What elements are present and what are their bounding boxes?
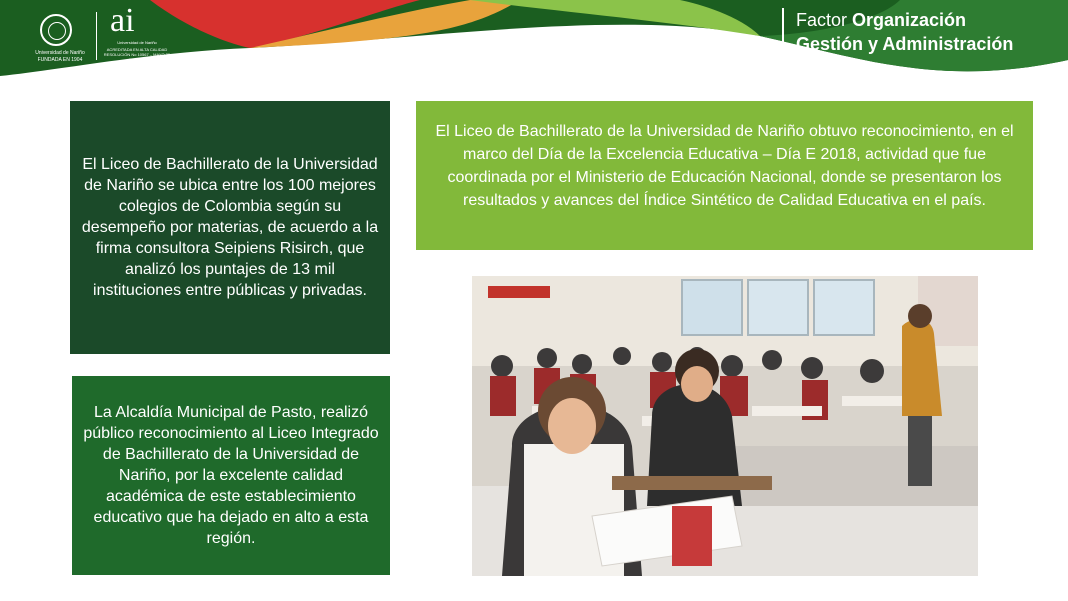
recognition-text: El Liceo de Bachillerato de la Universidad de Nariño obtuvo reconocimiento, en el marco del Día de la Excelencia Educativa – Día E 2018, actividad que fue coordinada por el Ministerio de Educación Nacional, donde se presentaron los resultados y avances del Índice Sintético de Calidad Educativa en el país. <box>435 123 1014 209</box>
recognition-info-box <box>416 101 1033 250</box>
factor-name: Organización <box>852 10 967 30</box>
classroom-illustration <box>472 276 978 576</box>
classroom-photo <box>472 276 978 576</box>
university-seal-icon <box>40 14 72 46</box>
ai-subtitle: Universidad de Nariño <box>117 40 157 45</box>
factor-title <box>782 8 1013 56</box>
ai-accreditation-logo: ai <box>110 2 135 39</box>
ranking-info-box <box>70 101 390 354</box>
alcaldia-info-box <box>72 376 390 575</box>
ranking-text: El Liceo de Bachillerato de la Universidad de Nariño se ubica entre los 100 mejores colegios de Colombia según su desempeño por materias, de acuerdo a la firma consultora Seipiens Risirch, que analizó los puntajes de 13 mil instituciones entre públicas y privadas. <box>81 156 379 299</box>
university-founded: FUNDADA EN 1904 <box>37 57 83 63</box>
university-name: Universidad de Nariño <box>35 50 85 56</box>
header-banner <box>0 0 1068 90</box>
factor-prefix: Factor <box>796 10 848 30</box>
university-logo <box>30 2 171 65</box>
ai-accreditation-text: ACREDITADA EN ALTA CALIDAD RESOLUCIÓN No 10567 – MAYO 25 DE 2017 <box>103 47 171 62</box>
alcaldia-text: La Alcaldía Municipal de Pasto, realizó público reconocimiento al Liceo Integrado de Bachillerato de la Universidad de Nariño, por la excelente calidad académica de este establecimiento educativo que ha dejado en alto a esta región. <box>83 404 379 547</box>
logo-divider <box>96 12 97 60</box>
factor-subtitle: Gestión y Administración <box>796 34 1014 54</box>
